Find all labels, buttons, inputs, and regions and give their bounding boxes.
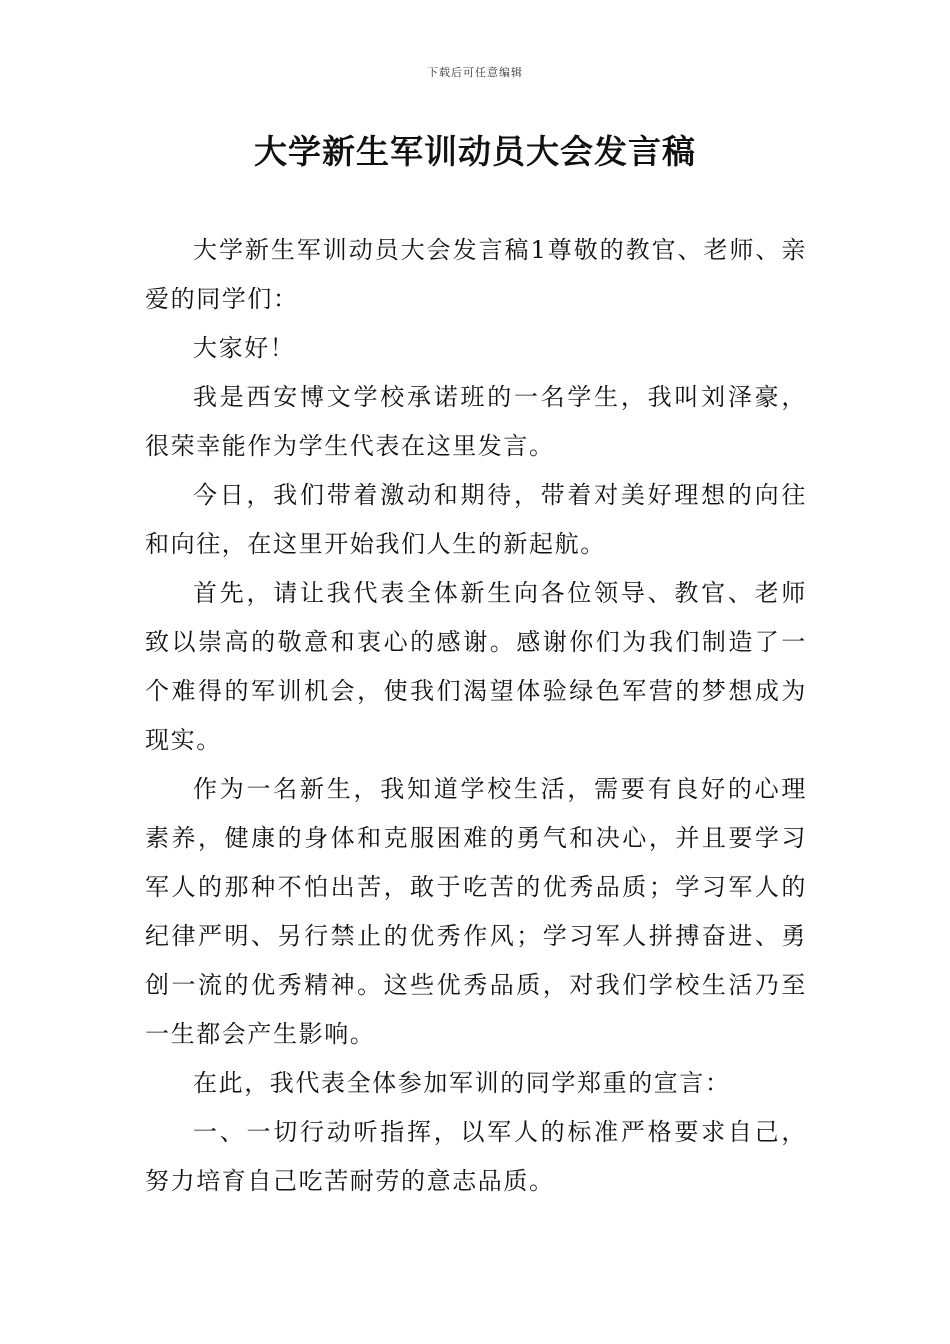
paragraph: 在此，我代表全体参加军训的同学郑重的宣言： [193,1069,731,1097]
paragraph: 首先，请让我代表全体新生向各位领导、教官、老师致以崇高的敬意和衷心的感谢。感谢你们为我们制造了一个难得的军训机会，使我们渴望体验绿色军营的梦想成为现实。 [145,579,807,754]
paragraph: 一、一切行动听指挥，以军人的标准严格要求自己，努力培育自己吃苦耐劳的意志品质。 [145,1118,807,1195]
paragraph: 今日，我们带着激动和期待，带着对美好理想的向往和向往，在这里开始我们人生的新起航。 [145,481,807,558]
paragraph: 作为一名新生，我知道学校生活，需要有良好的心理素养，健康的身体和克服困难的勇气和决心，并且要学习军人的那种不怕出苦，敢于吃苦的优秀品质；学习军人的纪律严明、另行禁止的优秀作风；学习军人拼搏奋进、勇创一流的优秀精神。这些优秀品质，对我们学校生活乃至一生都会产生影响。 [145,775,807,1048]
paragraph: 大家好！ [193,334,296,362]
document-body [145,226,807,1206]
header-note: 下载后可任意编辑 [427,66,523,79]
paragraph: 我是西安博文学校承诺班的一名学生，我叫刘泽豪，很荣幸能作为学生代表在这里发言。 [145,383,807,460]
document-title: 大学新生军训动员大会发言稿 [254,132,696,171]
paragraph: 大学新生军训动员大会发言稿1尊敬的教官、老师、亲爱的同学们： [145,236,807,313]
